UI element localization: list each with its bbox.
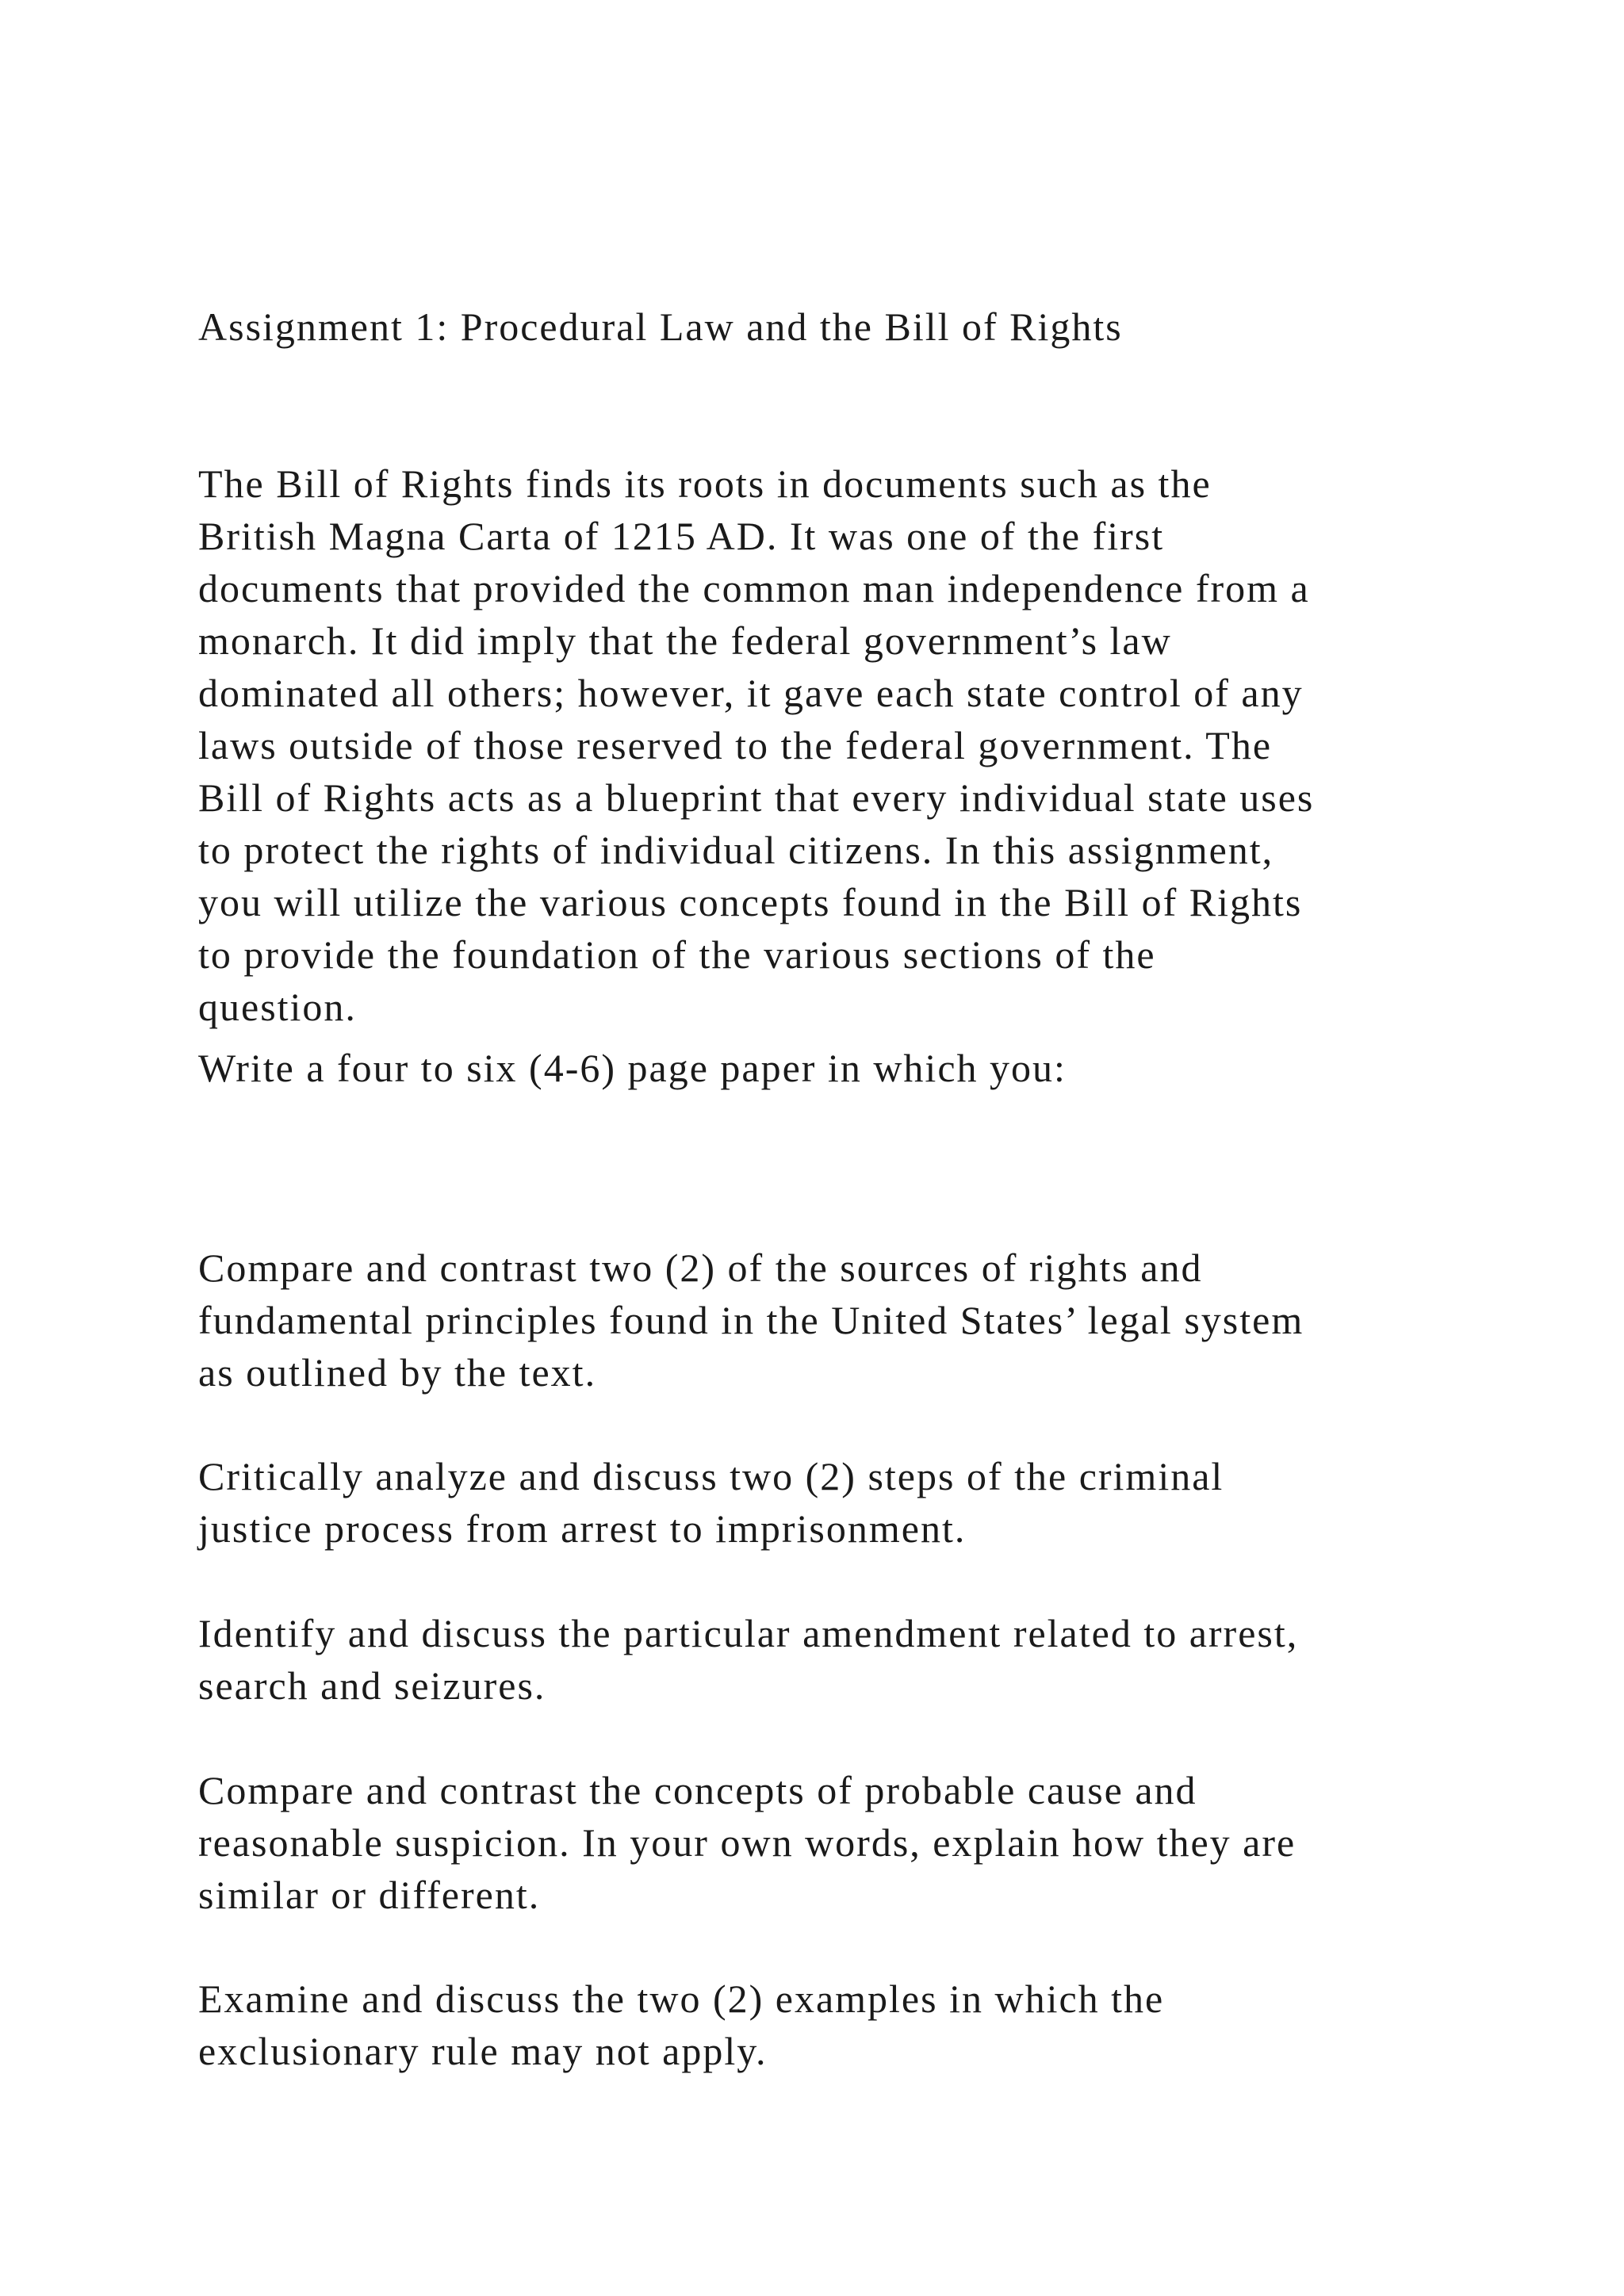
text-line: Examine and discuss the two (2) examples in which the bbox=[198, 1976, 1165, 2021]
text-line: Critically analyze and discuss two (2) steps of the criminal bbox=[198, 1454, 1224, 1498]
text-line: documents that provided the common man independence from a bbox=[198, 566, 1310, 610]
text-line: to protect the rights of individual citizens. In this assignment, bbox=[198, 828, 1274, 872]
text-line: exclusionary rule may not apply. bbox=[198, 2029, 768, 2073]
text-line: Compare and contrast two (2) of the sources of rights and bbox=[198, 1246, 1203, 1290]
text-line: similar or different. bbox=[198, 1873, 541, 1917]
text-line: Identify and discuss the particular amendment related to arrest, bbox=[198, 1611, 1299, 1655]
requirement-item bbox=[198, 1242, 1304, 1399]
text-line: question. bbox=[198, 985, 357, 1029]
text-line: fundamental principles found in the United States’ legal system bbox=[198, 1298, 1304, 1342]
text-line: laws outside of those reserved to the federal government. The bbox=[198, 723, 1273, 767]
text-line: reasonable suspicion. In your own words, explain how they are bbox=[198, 1820, 1297, 1865]
requirement-item bbox=[198, 1450, 1224, 1555]
text-line: justice process from arrest to imprisonment. bbox=[198, 1506, 967, 1551]
text-line: Bill of Rights acts as a blueprint that every individual state uses bbox=[198, 775, 1315, 820]
instruction-paragraph bbox=[198, 1042, 1067, 1094]
instruction-line: Write a four to six (4-6) page paper in which you: bbox=[198, 1046, 1067, 1090]
document-title bbox=[198, 300, 1123, 353]
intro-paragraph bbox=[198, 457, 1314, 1033]
text-line: you will utilize the various concepts found in the Bill of Rights bbox=[198, 880, 1303, 924]
text-line: British Magna Carta of 1215 AD. It was one of the first bbox=[198, 514, 1165, 558]
text-line: The Bill of Rights finds its roots in documents such as the bbox=[198, 461, 1212, 506]
requirement-item bbox=[198, 1607, 1298, 1712]
requirement-item bbox=[198, 1764, 1296, 1921]
text-line: as outlined by the text. bbox=[198, 1350, 597, 1395]
title-line: Assignment 1: Procedural Law and the Bill of Rights bbox=[198, 304, 1123, 349]
text-line: dominated all others; however, it gave each state control of any bbox=[198, 671, 1304, 715]
text-line: search and seizures. bbox=[198, 1663, 546, 1708]
text-line: to provide the foundation of the various sections of the bbox=[198, 932, 1156, 977]
text-line: monarch. It did imply that the federal government’s law bbox=[198, 618, 1172, 663]
text-line: Compare and contrast the concepts of probable cause and bbox=[198, 1768, 1197, 1812]
requirement-item bbox=[198, 1973, 1164, 2077]
